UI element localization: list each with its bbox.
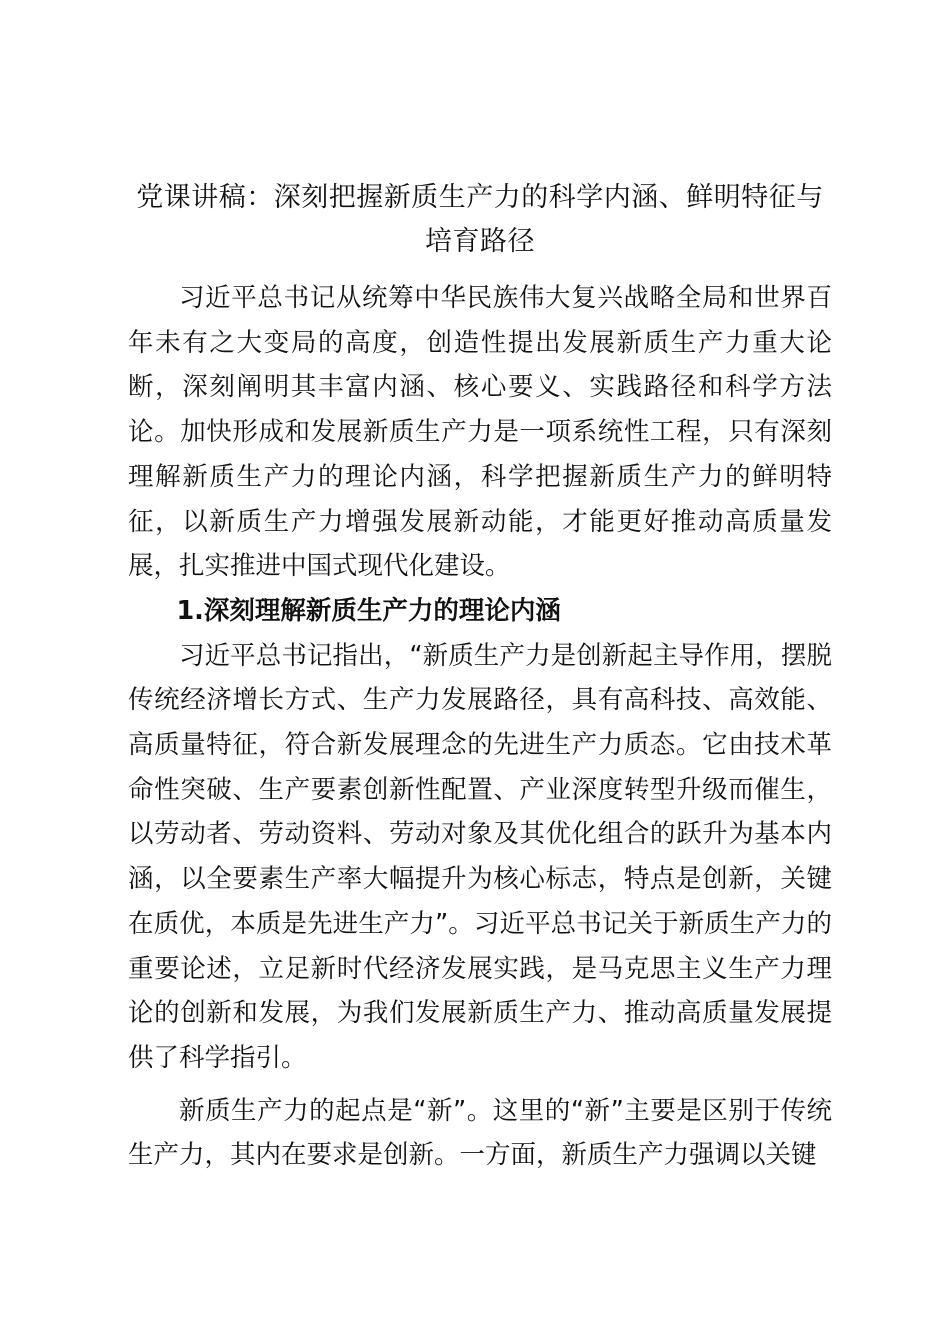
section-heading: 1.深刻理解新质生产力的理论内涵 xyxy=(176,595,561,626)
intro-paragraph: 习近平总书记从统筹中华民族伟大复兴战略全局和世界百年未有之大变局的高度，创造性提出发展新质生产力重大论断，深刻阐明其丰富内涵、核心要义、实践路径和科学方法论。加快形成和发展新质生产力是一项系统性工程，只有深刻理解新质生产力的理论内涵，科学把握新质生产力的鲜明特征，以新质生产力增强发展新动能，才能更好推动高质量发展，扎实推进中国式现代化建设。 xyxy=(128,283,832,582)
new-paragraph: 新质生产力的起点是“新”。这里的“新”主要是区别于传统生产力，其内在要求是创新。一方面，新质生产力强调以关键 xyxy=(128,1095,832,1171)
document-title: 党课讲稿：深刻把握新质生产力的科学内涵、鲜明特征与培育路径 xyxy=(136,182,824,257)
document-body xyxy=(128,276,832,1178)
quote-paragraph: 习近平总书记指出，“新质生产力是创新起主导作用，摆脱传统经济增长方式、生产力发展路径，具有高科技、高效能、高质量特征，符合新发展理念的先进生产力质态。它由技术革命性突破、生产要素创新性配置、产业深度转型升级而催生，以劳动者、劳动资料、劳动对象及其优化组合的跃升为基本内涵，以全要素生产率大幅提升为核心标志，特点是创新，关键在质优，本质是先进生产力”。习近平总书记关于新质生产力的重要论述，立足新时代经济发展实践，是马克思主义生产力理论的创新和发展，为我们发展新质生产力、推动高质量发展提供了科学指引。 xyxy=(128,640,832,1073)
